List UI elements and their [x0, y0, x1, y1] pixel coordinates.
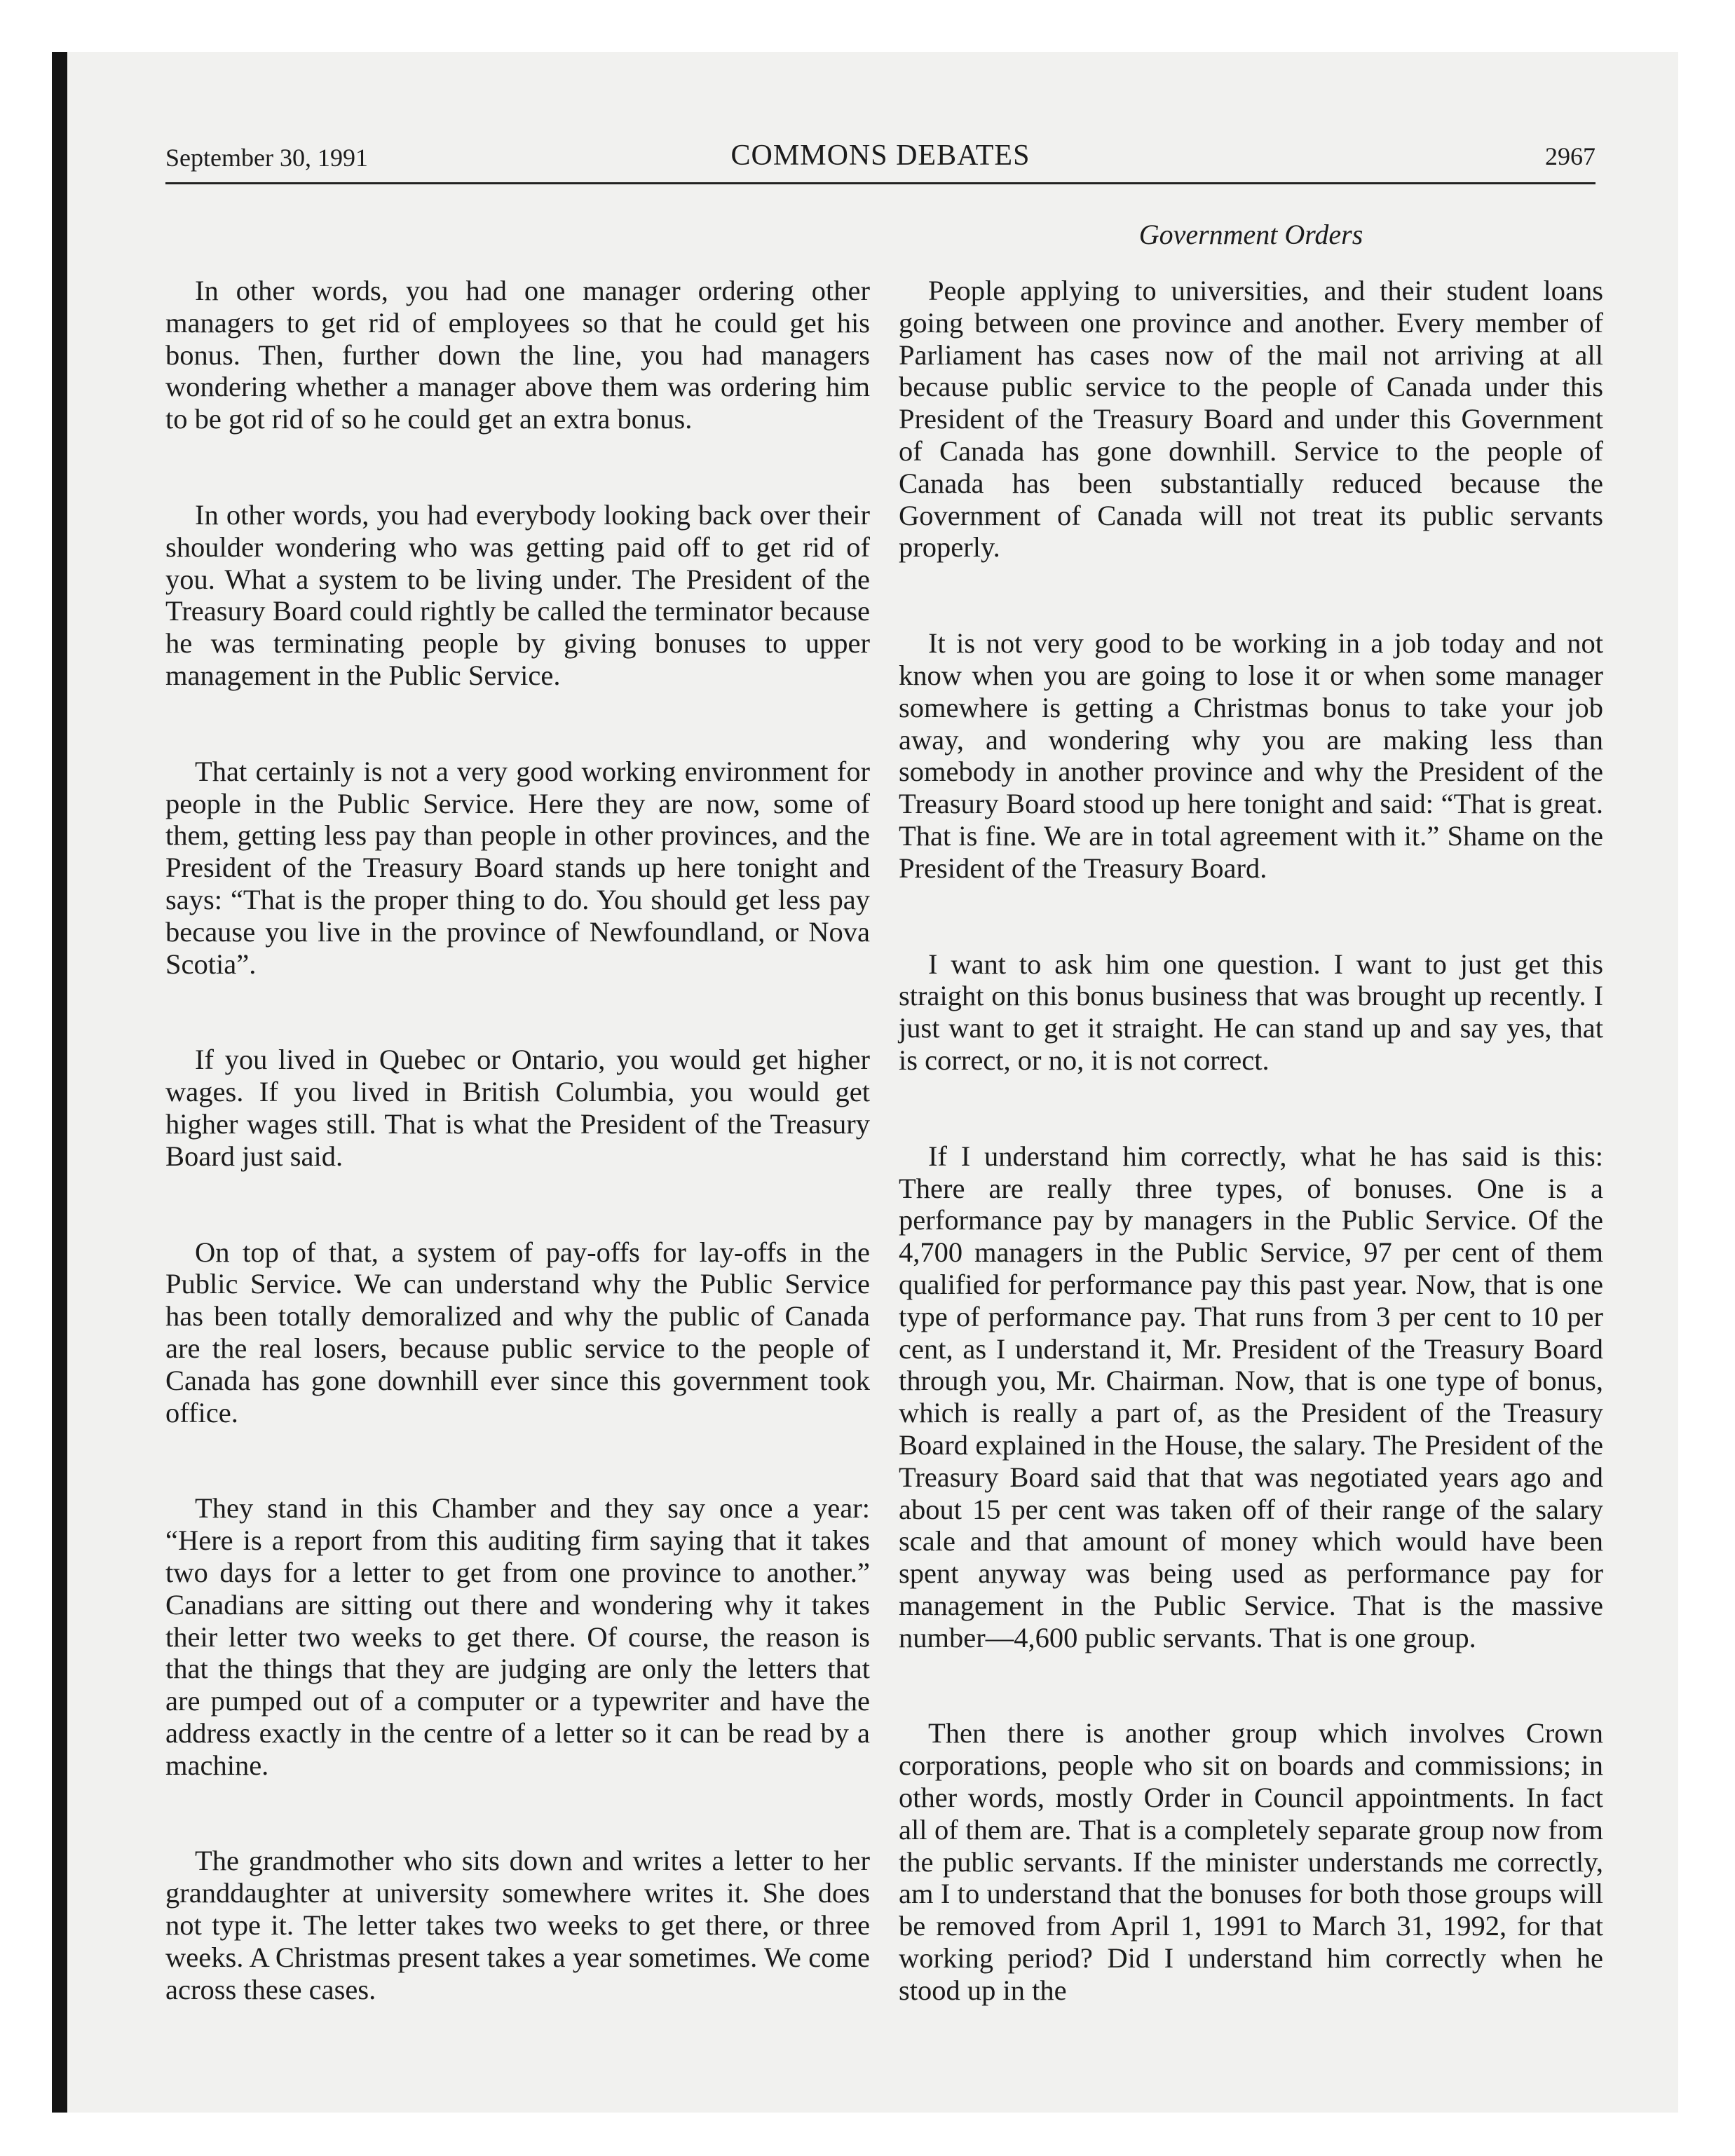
header-date: September 30, 1991	[165, 144, 368, 172]
paragraph: People applying to universities, and their student loans going between one province and another. Every member of Parliament has cases now of the mail not arriving at all because public service to the people of Canada under this President of the Treasury Board and under this Government of Canada has gone downhill. Service to the people of Canada has been substantially reduced because the Government of Canada will not treat its public servants properly.	[899, 275, 1603, 564]
paragraph: They stand in this Chamber and they say once a year: “Here is a report from this auditing firm saying that it takes two days for a letter to get from one province to another.” Canadians are sitting out there and wondering why it takes their letter two weeks to get there. Of course, the reason is that the things that they are judging are only the letters that are pumped out of a computer or a typewriter and have the address exactly in the centre of a letter so it can be read by a machine.	[165, 1492, 870, 1781]
paragraph: The grandmother who sits down and writes a letter to her granddaughter at university somewhere writes it. She does not type it. The letter takes two weeks to get there, or three weeks. A Christmas present takes a year sometimes. We come across these cases.	[165, 1845, 870, 2005]
header-publication: COMMONS DEBATES	[730, 139, 1030, 172]
section-heading: Government Orders	[1138, 219, 1363, 250]
paragraph: In other words, you had one manager ordering other managers to get rid of employees so that he could get his bonus. Then, further down the line, you had managers wondering whether a manager above them was ordering him to be got rid of so he could get an extra bonus.	[165, 275, 870, 435]
scan-binding-edge	[52, 52, 67, 2113]
paragraph: It is not very good to be working in a job today and not know when you are going to lose it or when some manager somewhere is getting a Christmas bonus to take your job away, and wondering why you are making less than somebody in another province and why the President of the Treasury Board stood up here tonight and said: “That is great. That is fine. We are in total agreement with it.” Shame on the President of the Treasury Board.	[899, 627, 1603, 884]
paragraph: That certainly is not a very good working environment for people in the Public Service. Here they are now, some of them, getting less pay than people in other provinces, and the President of the Treasury Board stands up here tonight and says: “That is the proper thing to do. You should get less pay because you live in the province of Newfoundland, or Nova Scotia”.	[165, 755, 870, 980]
header-rule	[165, 182, 1595, 184]
header-page-number: 2967	[1545, 142, 1595, 170]
left-column	[165, 275, 870, 2005]
paragraph: If I understand him correctly, what he has said is this: There are really three types, of bonuses. One is a performance pay by managers in the Public Service. Of the 4,700 managers in the Public Service, 97 per cent of them qualified for performance pay this past year. Now, that is one type of performance pay. That runs from 3 per cent to 10 per cent, as I understand it, Mr. President of the Treasury Board through you, Mr. Chairman. Now, that is one type of bonus, which is really a part of, as the President of the Treasury Board explained in the House, the salary. The President of the Treasury Board said that that was negotiated years ago and about 15 per cent was taken off of their range of the salary scale and that amount of money which would have been spent anyway was being used as performance pay for management in the Public Service. That is the massive number—4,600 public servants. That is one group.	[899, 1140, 1603, 1653]
paragraph: I want to ask him one question. I want to just get this straight on this bonus business that was brought up recently. I just want to get it straight. He can stand up and say yes, that is correct, or no, it is not correct.	[899, 948, 1603, 1076]
right-column	[899, 219, 1603, 2007]
running-header	[165, 137, 1595, 179]
paragraph: Then there is another group which involves Crown corporations, people who sit on boards and commissions; in other words, mostly Order in Council appointments. In fact all of them are. That is a completely separate group now from the public servants. If the minister understands me correctly, am I to understand that the bonuses for both those groups will be removed from April 1, 1991 to March 31, 1992, for that working period? Did I understand him correctly when he stood up in the	[899, 1717, 1603, 2006]
paragraph: If you lived in Quebec or Ontario, you would get higher wages. If you lived in British Columbia, you would get higher wages still. That is what the President of the Treasury Board just said.	[165, 1044, 870, 1172]
paragraph: In other words, you had everybody looking back over their shoulder wondering who was getting paid off to get rid of you. What a system to be living under. The President of the Treasury Board could rightly be called the terminator because he was terminating people by giving bonuses to upper management in the Public Service.	[165, 498, 870, 691]
paragraph: On top of that, a system of pay-offs for lay-offs in the Public Service. We can understand why the Public Service has been totally demoralized and why the public of Canada are the real losers, because public service to the people of Canada has gone downhill ever since this government took office.	[165, 1236, 870, 1428]
